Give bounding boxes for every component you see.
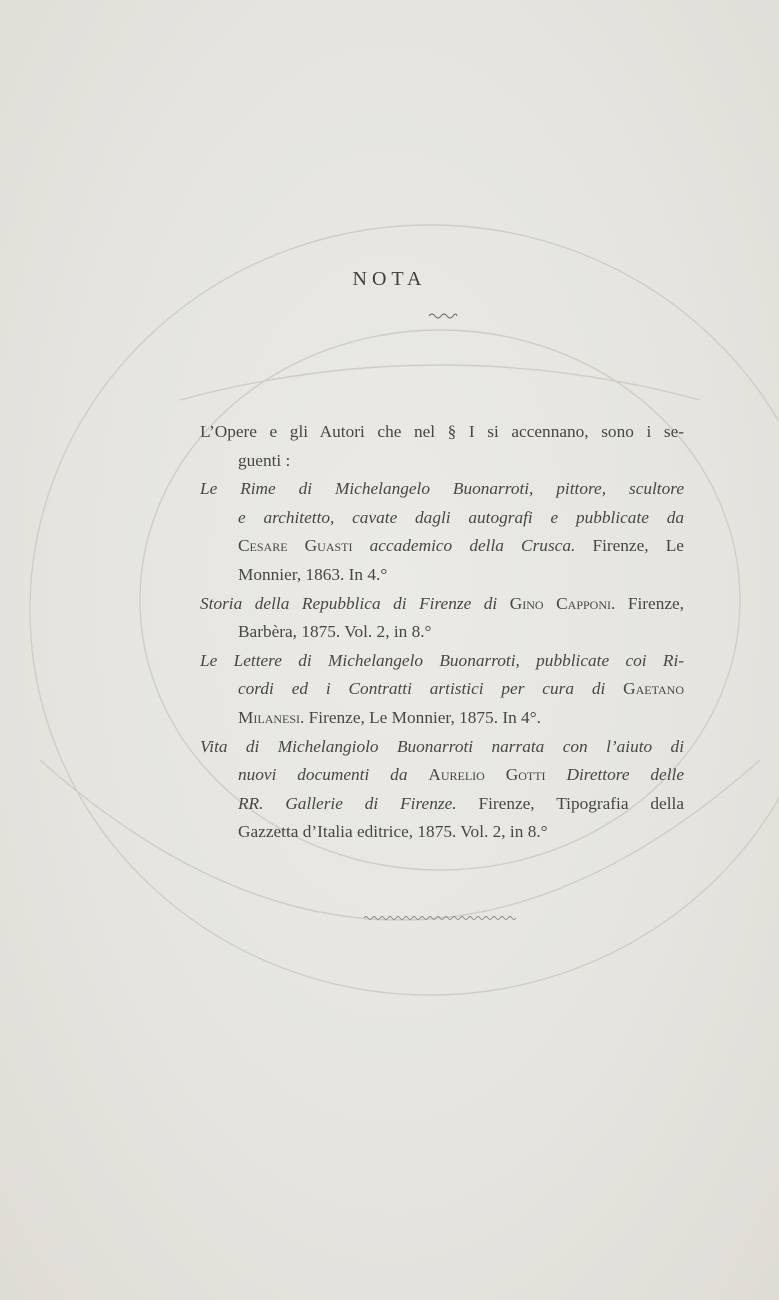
italic-title-run: Le Lettere di Michelangelo Buonarroti, pubblicate coi Ri- xyxy=(200,650,684,670)
italic-title-run: Le Rime di Michelangelo Buonarroti, pittore, scultore xyxy=(200,479,684,499)
text-run: Firenze, Le xyxy=(575,536,684,556)
italic-title-run: Storia della Repubblica di Firenze di xyxy=(200,593,498,613)
italic-title-run: Direttore delle xyxy=(566,765,684,785)
text-run: Monnier, 1863. In 4.° xyxy=(238,564,388,584)
text-run: . Firenze, xyxy=(611,593,684,613)
page-title: NOTA xyxy=(352,268,427,290)
entry-continuation-line xyxy=(200,675,684,704)
author-name: Gaetano xyxy=(623,679,684,699)
text-run xyxy=(546,765,567,784)
entry-first-line xyxy=(200,733,684,762)
text-run xyxy=(407,765,428,784)
wavy-rule-divider xyxy=(364,914,518,922)
italic-title-run: cordi ed i Contratti artistici per cura di xyxy=(238,679,606,699)
author-name: Gino Capponi xyxy=(509,593,611,613)
entry-continuation-line xyxy=(200,504,684,533)
text-run: Firenze, Tipografia della xyxy=(456,793,684,813)
entry-continuation-line xyxy=(200,704,684,733)
author-name: Milanesi xyxy=(238,707,301,727)
entry-continuation-line xyxy=(200,761,684,790)
text-run xyxy=(353,536,370,555)
text-run: Barbèra, 1875. Vol. 2, in 8.° xyxy=(238,622,432,642)
author-name: Cesare Guasti xyxy=(238,536,353,556)
text-run: guenti : xyxy=(238,450,291,470)
bibliography-body xyxy=(200,418,684,847)
text-run xyxy=(605,679,623,698)
entry-first-line xyxy=(200,647,684,676)
text-run xyxy=(497,594,510,613)
text-run: Gazzetta d’Italia editrice, 1875. Vol. 2, in 8.° xyxy=(238,822,548,842)
entry-continuation-line xyxy=(200,447,684,476)
entry-continuation-line xyxy=(200,790,684,819)
italic-title-run: RR. Gallerie di Firenze. xyxy=(238,793,457,813)
italic-title-run: accademico della Crusca. xyxy=(369,536,576,556)
entry-first-line xyxy=(200,418,684,447)
entry-continuation-line xyxy=(200,618,684,647)
wave-ornament xyxy=(428,310,458,320)
text-run: L’Opere e gli Autori che nel § I si accennano, sono i se- xyxy=(200,422,684,441)
italic-title-run: Vita di Michelangiolo Buonarroti narrata con l’aiuto di xyxy=(200,736,684,756)
entry-first-line xyxy=(200,475,684,504)
italic-title-run: nuovi documenti da xyxy=(238,765,408,785)
text-run: . Firenze, Le Monnier, 1875. In 4°. xyxy=(300,707,541,727)
entry-continuation-line xyxy=(200,818,684,847)
entry-continuation-line xyxy=(200,561,684,590)
entry-first-line xyxy=(200,590,684,619)
entry-continuation-line xyxy=(200,532,684,561)
italic-title-run: e architetto, cavate dagli autografi e pubblicate da xyxy=(238,507,684,527)
author-name: Aurelio Gotti xyxy=(428,765,546,785)
